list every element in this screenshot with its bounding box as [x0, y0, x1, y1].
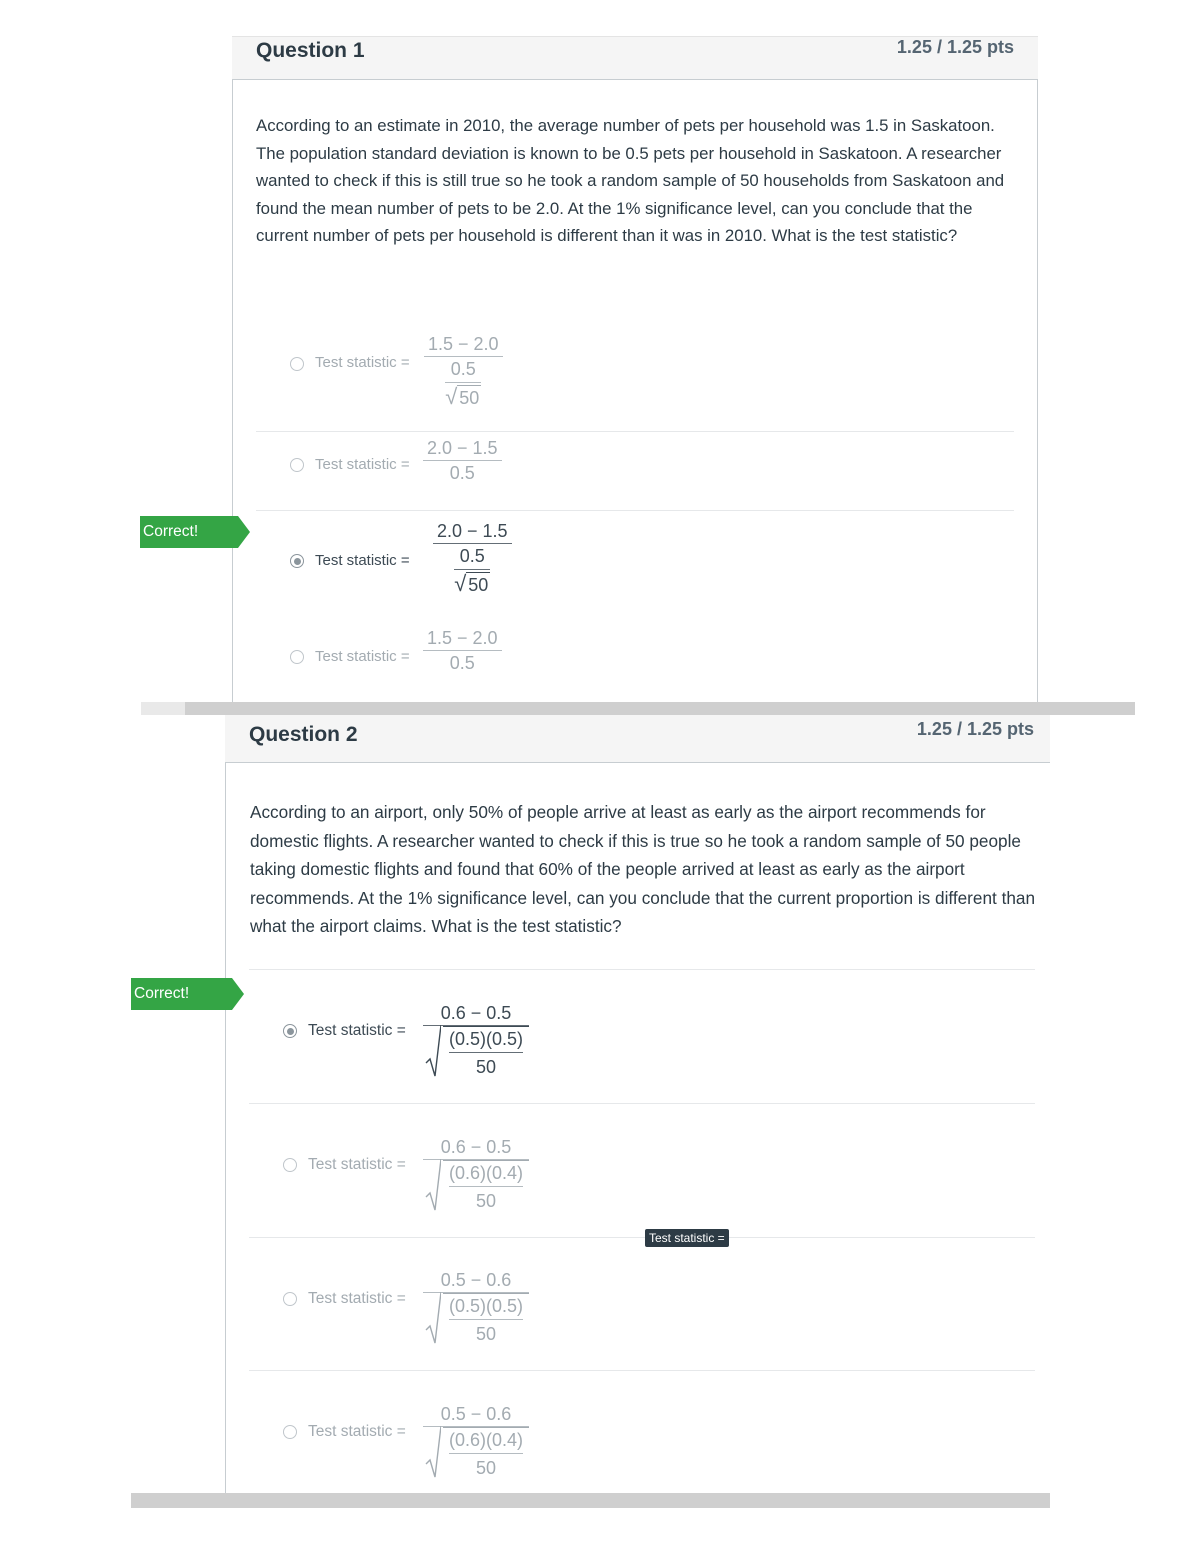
formula-inner-denominator: 50	[476, 1191, 497, 1212]
sqrt-icon	[425, 1025, 441, 1077]
tooltip: Test statistic =	[645, 1229, 729, 1247]
formula-inner-denominator: 50	[476, 1458, 497, 1479]
question-text: According to an airport, only 50% of people arrive at least as early as the airport recommends for domestic flights. A researcher wanted to check if this is true so he took a random sample of 50 people taking domestic flights and found that 60% of the people arrived at least as early as the airport recommends. At the 1% significance level, can you conclude that the current proportion is different than what the airport claims. What is the test statistic?	[250, 802, 1036, 937]
radio-button-checked[interactable]	[290, 554, 304, 568]
formula-numerator: 1.5 − 2.0	[428, 334, 499, 354]
answer-label: Test statistic =	[308, 1156, 406, 1173]
answer-label: Test statistic =	[315, 648, 410, 665]
formula-inner-denominator: 50	[476, 1057, 497, 1078]
question-1	[232, 36, 1038, 702]
sqrt-icon: √	[454, 571, 467, 597]
answer-option[interactable]	[256, 431, 1014, 511]
formula-inner-numerator: (0.5)(0.5)	[449, 1029, 524, 1050]
question-header	[225, 715, 1050, 763]
formula-inner-numerator: (0.6)(0.4)	[449, 1163, 524, 1184]
radio-button[interactable]	[290, 650, 304, 664]
question-points: 1.25 / 1.25 pts	[896, 37, 1014, 57]
radio-button[interactable]	[290, 357, 304, 371]
formula-inner-numerator: (0.5)(0.5)	[449, 1296, 524, 1317]
radio-button-checked[interactable]	[283, 1024, 297, 1038]
answer-option[interactable]	[249, 1370, 1035, 1493]
formula-denominator: 0.5	[449, 463, 475, 484]
question-2	[225, 715, 1050, 1493]
separator-bar	[185, 702, 1135, 715]
radio-button[interactable]	[283, 1158, 297, 1172]
formula-numerator: 1.5 − 2.0	[427, 628, 498, 648]
sqrt-icon	[425, 1426, 441, 1478]
answer-label: Test statistic =	[315, 552, 410, 569]
sqrt-icon	[425, 1159, 441, 1211]
answer-option[interactable]	[256, 332, 1014, 432]
formula-radicand: 50	[466, 572, 490, 597]
formula-radicand: 50	[457, 385, 481, 410]
formula-numerator: 2.0 − 1.5	[427, 438, 498, 458]
correct-badge: Correct!	[140, 516, 238, 548]
question-text: According to an estimate in 2010, the average number of pets per household was 1.5 in Saskatoon. The population standard deviation is known to be 0.5 pets per household in Saskatoon. A researcher wanted to check if this is still true so he took a random sample of 50 households from Saskatoon and found the mean number of pets to be 2.0. At the 1% significance level, can you conclude that the current number of pets per household is different than it was in 2010. What is the test statistic?	[256, 116, 1005, 246]
answer-option[interactable]	[249, 1103, 1035, 1238]
question-points: 1.25 / 1.25 pts	[916, 719, 1034, 739]
radio-button[interactable]	[283, 1292, 297, 1306]
formula-numerator: 0.6 − 0.5	[440, 1137, 512, 1157]
divider	[249, 969, 1035, 970]
answer-option-selected[interactable]	[249, 985, 1035, 1104]
correct-badge: Correct!	[131, 978, 232, 1010]
formula	[423, 1268, 529, 1346]
formula-inner-numerator: (0.6)(0.4)	[449, 1430, 524, 1451]
formula	[424, 332, 503, 410]
formula-denominator: 0.5	[449, 653, 475, 674]
radio-button[interactable]	[283, 1425, 297, 1439]
answer-label: Test statistic =	[308, 1022, 406, 1039]
answer-label: Test statistic =	[308, 1290, 406, 1307]
radio-button[interactable]	[290, 458, 304, 472]
formula-inner-numerator: 0.5	[450, 359, 476, 380]
formula-numerator: 2.0 − 1.5	[437, 521, 508, 541]
formula-numerator: 0.5 − 0.6	[440, 1270, 512, 1290]
formula	[433, 519, 512, 597]
formula-inner-numerator: 0.5	[459, 546, 485, 567]
answer-option-selected[interactable]	[256, 510, 1014, 626]
sqrt-icon: √	[445, 384, 458, 410]
answer-label: Test statistic =	[315, 456, 410, 473]
formula-numerator: 0.5 − 0.6	[440, 1404, 512, 1424]
formula	[423, 1135, 529, 1213]
answer-option[interactable]	[256, 626, 1014, 702]
question-title: Question 1	[256, 39, 365, 62]
formula-inner-denominator: 50	[476, 1324, 497, 1345]
formula	[423, 1402, 529, 1480]
question-title: Question 2	[249, 723, 358, 746]
answer-label: Test statistic =	[315, 354, 410, 371]
separator-bar	[131, 1493, 1050, 1508]
formula	[423, 626, 502, 675]
answer-option[interactable]	[249, 1237, 1035, 1371]
answer-label: Test statistic =	[308, 1423, 406, 1440]
sqrt-icon	[425, 1292, 441, 1344]
formula	[423, 436, 502, 485]
question-header	[232, 36, 1038, 80]
formula	[423, 1001, 529, 1079]
formula-numerator: 0.6 − 0.5	[440, 1003, 512, 1023]
